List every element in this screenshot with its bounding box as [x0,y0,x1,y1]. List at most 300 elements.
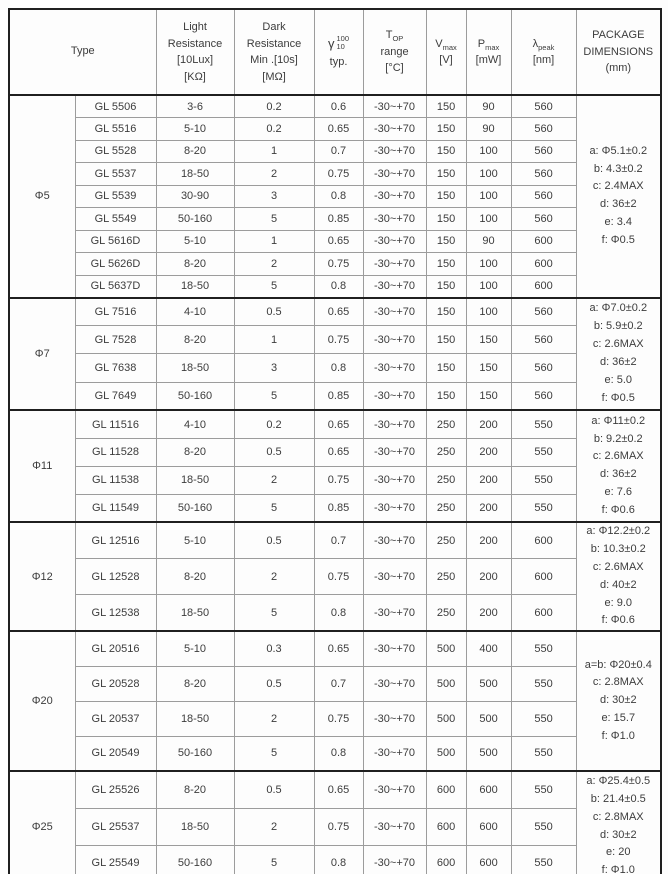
cell-gamma: 0.65 [314,438,363,466]
cell-dark-resistance: 3 [234,354,314,382]
cell-pmax: 500 [466,701,511,736]
cell-model: GL 20549 [75,736,156,771]
cell-pmax: 200 [466,595,511,631]
cell-model: GL 7528 [75,326,156,354]
cell-dark-resistance: 0.5 [234,771,314,808]
spec-table [8,8,662,874]
cell-light-resistance: 8-20 [156,438,234,466]
cell-light-resistance: 8-20 [156,771,234,808]
cell-light-resistance: 50-160 [156,382,234,410]
cell-lambda-peak: 550 [511,631,576,666]
cell-gamma: 0.75 [314,559,363,595]
cell-dark-resistance: 5 [234,275,314,298]
cell-pmax: 500 [466,736,511,771]
cell-top-range: -30~+70 [363,494,426,522]
cell-pmax: 90 [466,95,511,118]
cell-dark-resistance: 5 [234,845,314,874]
header-line: Resistance [246,37,302,50]
cell-gamma: 0.75 [314,253,363,276]
cell-top-range: -30~+70 [363,185,426,208]
table-row [9,208,661,231]
cell-lambda-peak: 550 [511,845,576,874]
cell-vmax: 150 [426,354,466,382]
cell-pmax: 200 [466,410,511,438]
package-dimension-line: a=b: Φ20±0.4 [584,658,652,671]
cell-pmax: 150 [466,382,511,410]
cell-light-resistance: 50-160 [156,494,234,522]
cell-gamma: 0.7 [314,140,363,163]
header-line: range [380,45,409,58]
header-line: [MΩ] [262,70,286,83]
cell-model: GL 25537 [75,808,156,845]
cell-pmax: 200 [466,438,511,466]
cell-model: GL 11516 [75,410,156,438]
header-main-symbol: T [385,29,393,42]
cell-light-resistance: 50-160 [156,736,234,771]
header-line: Min .[10s] [250,54,298,66]
cell-gamma: 0.8 [314,845,363,874]
cell-dark-resistance: 2 [234,163,314,186]
table-row [9,354,661,382]
cell-top-range: -30~+70 [363,298,426,326]
cell-model: GL 5539 [75,185,156,208]
type-group-label: Φ20 [9,631,75,771]
cell-dark-resistance: 0.2 [234,410,314,438]
header-main-symbol: P [477,37,486,50]
cell-model: GL 7638 [75,354,156,382]
cell-gamma: 0.6 [314,95,363,118]
table-row [9,382,661,410]
cell-light-resistance: 8-20 [156,326,234,354]
cell-dark-resistance: 1 [234,230,314,253]
cell-pmax: 400 [466,631,511,666]
package-dimensions-note [576,631,661,771]
header-subscript: peak [538,42,555,52]
cell-pmax: 100 [466,208,511,231]
cell-lambda-peak: 550 [511,666,576,701]
cell-top-range: -30~+70 [363,559,426,595]
cell-light-resistance: 18-50 [156,275,234,298]
header-line: [KΩ] [184,70,206,83]
cell-model: GL 12528 [75,559,156,595]
cell-vmax: 150 [426,208,466,231]
package-dimension-line: e: 3.4 [604,216,633,229]
cell-light-resistance: 5-10 [156,230,234,253]
package-dimension-line: d: 36±2 [599,468,637,481]
table-row [9,808,661,845]
header-subscript: max [485,42,500,52]
table-row [9,438,661,466]
cell-light-resistance: 18-50 [156,163,234,186]
cell-lambda-peak: 600 [511,253,576,276]
cell-lambda-peak: 560 [511,326,576,354]
cell-light-resistance: 18-50 [156,595,234,631]
cell-vmax: 150 [426,230,466,253]
cell-lambda-peak: 600 [511,230,576,253]
cell-light-resistance: 4-10 [156,298,234,326]
package-dimension-line: b: 4.3±0.2 [593,162,643,175]
cell-pmax: 600 [466,845,511,874]
table-row [9,559,661,595]
cell-top-range: -30~+70 [363,808,426,845]
table-row [9,666,661,701]
cell-dark-resistance: 0.5 [234,298,314,326]
cell-dark-resistance: 0.5 [234,522,314,558]
cell-top-range: -30~+70 [363,253,426,276]
package-dimension-line: f: Φ0.6 [601,503,635,516]
table-row [9,118,661,141]
cell-dark-resistance: 2 [234,808,314,845]
table-row [9,522,661,558]
cell-top-range: -30~+70 [363,666,426,701]
package-dimension-line: c: 2.4MAX [592,180,644,193]
header-line: (mm) [605,62,632,75]
header-line [366,27,424,44]
cell-model: GL 5528 [75,140,156,163]
cell-top-range: -30~+70 [363,95,426,118]
table-row [9,163,661,186]
header-line: DIMENSIONS [583,45,654,58]
cell-top-range: -30~+70 [363,382,426,410]
cell-vmax: 150 [426,140,466,163]
gamma-supsub [337,35,350,50]
package-dimension-line: b: 10.3±0.2 [590,543,646,556]
cell-light-resistance: 18-50 [156,808,234,845]
col-header-top-range [363,9,426,95]
cell-model: GL 5506 [75,95,156,118]
cell-vmax: 600 [426,845,466,874]
cell-gamma: 0.65 [314,298,363,326]
cell-top-range: -30~+70 [363,163,426,186]
cell-gamma: 0.65 [314,118,363,141]
header-line [514,36,574,53]
cell-light-resistance: 5-10 [156,118,234,141]
cell-pmax: 600 [466,771,511,808]
table-row [9,771,661,808]
header-line: PACKAGE [592,29,645,42]
col-header-dark-resistance [234,9,314,95]
cell-top-range: -30~+70 [363,845,426,874]
cell-lambda-peak: 560 [511,208,576,231]
cell-top-range: -30~+70 [363,701,426,736]
cell-light-resistance: 8-20 [156,253,234,276]
cell-vmax: 500 [426,631,466,666]
header-line: typ. [329,55,348,68]
table-row [9,701,661,736]
package-dimension-line: a: Φ25.4±0.5 [586,775,651,788]
cell-lambda-peak: 560 [511,298,576,326]
cell-top-range: -30~+70 [363,208,426,231]
cell-model: GL 5549 [75,208,156,231]
cell-vmax: 250 [426,522,466,558]
cell-pmax: 500 [466,666,511,701]
cell-vmax: 250 [426,410,466,438]
cell-top-range: -30~+70 [363,275,426,298]
package-dimension-line: f: Φ0.5 [601,391,635,404]
package-dimension-line: c: 2.6MAX [592,560,644,573]
cell-model: GL 11528 [75,438,156,466]
cell-vmax: 150 [426,118,466,141]
cell-lambda-peak: 550 [511,466,576,494]
header-line: Resistance [167,37,223,50]
package-dimensions-note [576,410,661,522]
cell-vmax: 250 [426,494,466,522]
cell-top-range: -30~+70 [363,354,426,382]
cell-vmax: 250 [426,438,466,466]
cell-dark-resistance: 1 [234,326,314,354]
table-header [9,9,661,95]
cell-light-resistance: 5-10 [156,631,234,666]
cell-dark-resistance: 3 [234,185,314,208]
cell-gamma: 0.7 [314,522,363,558]
cell-pmax: 200 [466,466,511,494]
col-header-type: Type [9,9,156,95]
package-dimension-line: b: 21.4±0.5 [590,793,646,805]
cell-lambda-peak: 550 [511,808,576,845]
cell-model: GL 11549 [75,494,156,522]
cell-lambda-peak: 560 [511,163,576,186]
table-row [9,494,661,522]
col-header-lambda-peak [511,9,576,95]
cell-top-range: -30~+70 [363,631,426,666]
cell-lambda-peak: 550 [511,494,576,522]
package-dimension-line: d: 36±2 [599,198,637,211]
cell-dark-resistance: 2 [234,701,314,736]
cell-light-resistance: 4-10 [156,410,234,438]
cell-vmax: 600 [426,771,466,808]
cell-top-range: -30~+70 [363,118,426,141]
cell-gamma: 0.85 [314,494,363,522]
cell-lambda-peak: 560 [511,140,576,163]
package-dimensions-note [576,95,661,298]
header-line: [10Lux] [176,54,214,66]
cell-model: GL 20537 [75,701,156,736]
cell-lambda-peak: 550 [511,736,576,771]
header-subscript: OP [392,34,404,44]
package-dimension-line: e: 7.6 [604,486,633,499]
package-dimension-line: a: Φ5.1±0.2 [589,144,648,157]
type-group-label: Φ25 [9,771,75,874]
cell-pmax: 150 [466,326,511,354]
cell-dark-resistance: 5 [234,382,314,410]
package-dimensions-note [576,298,661,411]
cell-lambda-peak: 550 [511,771,576,808]
cell-lambda-peak: 560 [511,95,576,118]
col-header-gamma [314,9,363,95]
cell-pmax: 90 [466,118,511,141]
cell-top-range: -30~+70 [363,522,426,558]
table-row [9,410,661,438]
cell-lambda-peak: 560 [511,118,576,141]
table-row [9,326,661,354]
package-dimension-line: a: Φ7.0±0.2 [589,302,648,315]
package-dimension-line: d: 40±2 [599,578,637,591]
cell-lambda-peak: 600 [511,595,576,631]
table-row [9,140,661,163]
cell-dark-resistance: 0.5 [234,438,314,466]
cell-pmax: 100 [466,253,511,276]
cell-light-resistance: 18-50 [156,354,234,382]
cell-model: GL 12516 [75,522,156,558]
cell-model: GL 5626D [75,253,156,276]
cell-light-resistance: 3-6 [156,95,234,118]
cell-vmax: 600 [426,808,466,845]
package-dimension-line: c: 2.6MAX [592,450,644,463]
col-header-pmax [466,9,511,95]
cell-pmax: 100 [466,140,511,163]
cell-gamma: 0.8 [314,736,363,771]
cell-gamma: 0.75 [314,326,363,354]
cell-vmax: 250 [426,559,466,595]
cell-light-resistance: 8-20 [156,140,234,163]
table-row [9,185,661,208]
gamma-sub: 10 [336,41,345,51]
package-dimension-line: e: 20 [606,846,631,859]
cell-pmax: 600 [466,808,511,845]
cell-gamma: 0.8 [314,185,363,208]
cell-vmax: 250 [426,595,466,631]
cell-dark-resistance: 2 [234,466,314,494]
cell-model: GL 5637D [75,275,156,298]
cell-gamma: 0.7 [314,666,363,701]
header-line: [mW] [475,54,502,66]
cell-model: GL 5537 [75,163,156,186]
package-dimension-line: d: 30±2 [599,828,637,841]
cell-vmax: 150 [426,253,466,276]
cell-gamma: 0.85 [314,208,363,231]
cell-pmax: 200 [466,522,511,558]
package-dimension-line: c: 2.8MAX [592,676,644,689]
cell-lambda-peak: 600 [511,559,576,595]
cell-gamma: 0.8 [314,275,363,298]
cell-model: GL 20516 [75,631,156,666]
cell-gamma: 0.8 [314,595,363,631]
cell-vmax: 150 [426,382,466,410]
cell-lambda-peak: 600 [511,522,576,558]
cell-light-resistance: 30-90 [156,185,234,208]
cell-gamma: 0.65 [314,410,363,438]
type-group-label: Φ7 [9,298,75,411]
header-line: Dark [262,21,286,33]
cell-vmax: 500 [426,666,466,701]
cell-gamma: 0.65 [314,631,363,666]
package-dimension-line: d: 30±2 [599,694,637,707]
cell-top-range: -30~+70 [363,595,426,631]
cell-model: GL 7516 [75,298,156,326]
package-dimension-line: a: Φ11±0.2 [591,414,646,427]
cell-light-resistance: 50-160 [156,208,234,231]
cell-pmax: 100 [466,185,511,208]
package-dimension-line: b: 5.9±0.2 [593,320,643,333]
cell-top-range: -30~+70 [363,771,426,808]
package-dimension-line: f: Φ1.0 [601,864,635,874]
header-line: [°C] [385,62,404,75]
package-dimension-line: f: Φ1.0 [601,729,635,742]
header-line: [V] [439,54,453,66]
cell-dark-resistance: 0.5 [234,666,314,701]
header-line [317,34,361,54]
header-line: Light [183,21,207,33]
cell-gamma: 0.8 [314,354,363,382]
cell-lambda-peak: 550 [511,410,576,438]
cell-lambda-peak: 550 [511,438,576,466]
cell-vmax: 150 [426,326,466,354]
cell-dark-resistance: 5 [234,494,314,522]
cell-dark-resistance: 1 [234,140,314,163]
cell-model: GL 5516 [75,118,156,141]
cell-dark-resistance: 5 [234,736,314,771]
cell-top-range: -30~+70 [363,326,426,354]
cell-pmax: 100 [466,298,511,326]
cell-vmax: 150 [426,185,466,208]
table-row [9,298,661,326]
cell-pmax: 100 [466,275,511,298]
table-row [9,466,661,494]
cell-pmax: 200 [466,559,511,595]
cell-light-resistance: 8-20 [156,559,234,595]
package-dimension-line: e: 15.7 [601,712,636,725]
cell-light-resistance: 50-160 [156,845,234,874]
cell-pmax: 100 [466,163,511,186]
cell-vmax: 250 [426,466,466,494]
table-row [9,845,661,874]
cell-model: GL 12538 [75,595,156,631]
cell-light-resistance: 18-50 [156,466,234,494]
cell-top-range: -30~+70 [363,736,426,771]
cell-gamma: 0.75 [314,163,363,186]
cell-gamma: 0.65 [314,771,363,808]
package-dimensions-note [576,522,661,631]
cell-model: GL 7649 [75,382,156,410]
cell-vmax: 150 [426,95,466,118]
cell-dark-resistance: 2 [234,253,314,276]
cell-gamma: 0.65 [314,230,363,253]
cell-dark-resistance: 0.3 [234,631,314,666]
cell-model: GL 11538 [75,466,156,494]
col-header-vmax [426,9,466,95]
cell-top-range: -30~+70 [363,466,426,494]
package-dimension-line: b: 9.2±0.2 [593,432,643,445]
cell-lambda-peak: 560 [511,185,576,208]
cell-top-range: -30~+70 [363,140,426,163]
package-dimension-line: f: Φ0.6 [601,614,635,627]
package-dimension-line: e: 9.0 [604,596,633,609]
cell-lambda-peak: 560 [511,382,576,410]
package-dimension-line: e: 5.0 [604,373,633,386]
col-header-light-resistance [156,9,234,95]
package-dimension-line: f: Φ0.5 [601,233,635,246]
cell-model: GL 25526 [75,771,156,808]
cell-top-range: -30~+70 [363,438,426,466]
cell-dark-resistance: 5 [234,208,314,231]
cell-model: GL 5616D [75,230,156,253]
gamma-sup: 100 [336,34,350,44]
cell-dark-resistance: 0.2 [234,95,314,118]
cell-top-range: -30~+70 [363,410,426,438]
table-row [9,95,661,118]
header-line: [nm] [532,54,555,66]
gamma-symbol: γ [328,36,335,51]
table-row [9,275,661,298]
cell-vmax: 500 [426,736,466,771]
cell-model: GL 25549 [75,845,156,874]
cell-lambda-peak: 600 [511,275,576,298]
package-dimension-line: c: 2.8MAX [592,810,644,823]
cell-model: GL 20528 [75,666,156,701]
cell-light-resistance: 5-10 [156,522,234,558]
table-row [9,595,661,631]
type-group-label: Φ5 [9,95,75,298]
